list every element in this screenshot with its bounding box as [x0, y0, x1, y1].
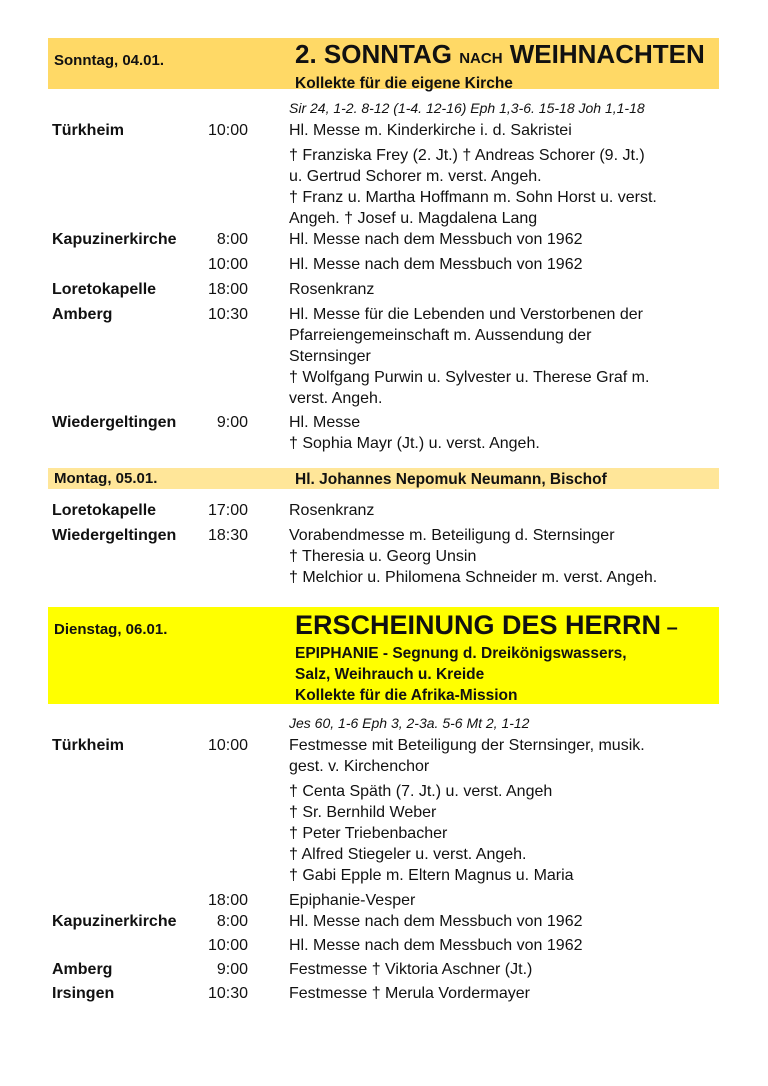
service-entry: Türkheim 10:00 Hl. Messe m. Kinderkirche i. d. Sakristei † Franziska Frey (2. Jt.) † Andreas Schorer (9. Jt.) u. Gertrud Schorer m. verst. Angeh. † Franz u. Martha Hoffmann m. Sohn Horst u. verst. Angeh. † Josef u. Magdalena Lang [52, 122, 657, 227]
service-entry: Amberg 10:30 Hl. Messe für die Lebenden und Verstorbenen der Pfarreiengemeinschaft m. Aussendung der Sternsinger † Wolfgang Purwin u. Sylvester u. Therese Graf m. verst. Angeh. [52, 306, 650, 407]
feast-title: 2. SONNTAG NACH WEIHNACHTEN [295, 39, 705, 69]
day-header-sunday [48, 38, 719, 92]
service-entry: Wiedergeltingen 18:30 Vorabendmesse m. Beteiligung d. Sternsinger † Theresia u. Georg Unsin † Melchior u. Philomena Schneider m. verst. Angeh. [52, 527, 658, 586]
service-entry: Loretokapelle 17:00 Rosenkranz [52, 502, 375, 519]
service-entry: Wiedergeltingen 9:00 Hl. Messe † Sophia Mayr (Jt.) u. verst. Angeh. [52, 414, 540, 452]
service-entry: 18:00 Epiphanie-Vesper [207, 892, 416, 909]
day-date: Sonntag, 04.01. [54, 52, 165, 69]
scripture-readings: Jes 60, 1-6 Eph 3, 2-3a. 5-6 Mt 2, 1-12 [289, 715, 530, 731]
collection-note: Kollekte für die Afrika-Mission [295, 687, 518, 704]
feast-title: Hl. Johannes Nepomuk Neumann, Bischof [295, 471, 607, 488]
time: 10:00 [207, 122, 248, 139]
feast-subtitle: Salz, Weihrauch u. Kreide [295, 666, 485, 683]
feast-title: ERSCHEINUNG DES HERRN – [295, 610, 678, 640]
collection-note: Kollekte für die eigene Kirche [295, 75, 513, 92]
service-entry: Amberg 9:00 Festmesse † Viktoria Aschner (Jt.) [52, 961, 533, 978]
service-entry: Türkheim 10:00 Festmesse mit Beteiligung der Sternsinger, musik. gest. v. Kirchenchor † Centa Späth (7. Jt.) u. verst. Angeh † Sr. Bernhild Weber † Peter Triebenbacher † Alfred Stiegeler u. verst. Angeh. † Gabi Epple m. Eltern Magnus u. Maria [52, 737, 645, 884]
scripture-readings: Sir 24, 1-2. 8-12 (1-4. 12-16) Eph 1,3-6. 15-18 Joh 1,1-18 [289, 100, 645, 116]
place: Türkheim [52, 122, 125, 139]
day-header-tuesday [48, 607, 719, 704]
day-header-monday [48, 468, 719, 489]
service-entry: 10:00 Hl. Messe nach dem Messbuch von 1962 [207, 256, 583, 273]
church-bulletin-page [48, 38, 719, 1004]
service-entry: Irsingen 10:30 Festmesse † Merula Vordermayer [52, 985, 530, 1002]
service-entry: Kapuzinerkirche 8:00 Hl. Messe nach dem Messbuch von 1962 [52, 231, 583, 248]
day-date: Montag, 05.01. [54, 470, 158, 487]
day-date: Dienstag, 06.01. [54, 621, 168, 638]
service-entry: Kapuzinerkirche 8:00 Hl. Messe nach dem Messbuch von 1962 [52, 913, 583, 930]
feast-subtitle: EPIPHANIE - Segnung d. Dreikönigswassers, [295, 645, 627, 662]
service-entry: Loretokapelle 18:00 Rosenkranz [52, 281, 375, 298]
service-entry: 10:00 Hl. Messe nach dem Messbuch von 1962 [207, 937, 583, 954]
